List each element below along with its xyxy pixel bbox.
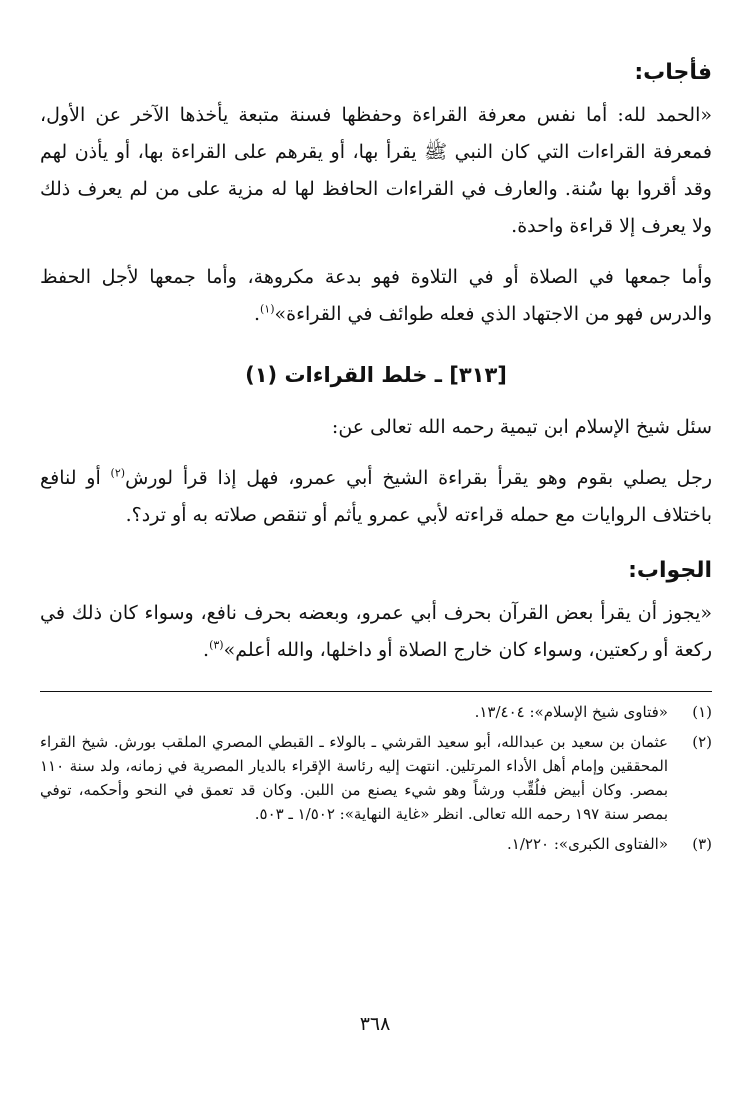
footnote-number: (٣) — [692, 835, 712, 853]
page-body — [40, 60, 712, 862]
page-number: ٣٦٨ — [359, 1013, 391, 1035]
footnote-text: عثمان بن سعيد بن عبدالله، أبو سعيد القرشي ـ بالولاء ـ القبطي المصري الملقب بورش. شيخ القراء المحققين وإمام أهل الأداء المرتلين. انتهت إليه رئاسة الإقراء بالديار المصرية في زمانه، ولد سنة ١١٠ بمصر. وكان أبيض فلُقِّب ورشاً وهو شيء يصنع من اللبن. وكان قد تعمق في النحو وأحكمه، توفي بمصر سنة ١٩٧ رحمه الله تعالى. انظر «غاية النهاية»: ١/٥٠٢ ـ ٥٠٣. — [40, 733, 668, 823]
footnote-item — [40, 730, 712, 826]
paragraph-2 — [40, 259, 712, 333]
footnote-ref-2: (٢) — [110, 466, 126, 480]
paragraph-1: «الحمد لله: أما نفس معرفة القراءة وحفظها فسنة متبعة يأخذها الآخر عن الأول، فمعرفة القراءات التي كان النبي ﷺ يقرأ بها، أو يقرهم على القراءة بها، أو يأذن لهم وقد أقروا بها سُنة. والعارف في القراءات الحافظ لها له مزية على من لم يعرف ذلك ولا يعرف إلا قراءة واحدة. — [40, 104, 712, 237]
question-text-part-1: رجل يصلي بقوم وهو يقرأ بقراءة الشيخ أبي عمرو، فهل إذا قرأ لورش — [125, 467, 712, 489]
footnote-number: (١) — [692, 703, 712, 721]
footnote-ref-1: (١) — [260, 302, 275, 316]
answer-heading: الجواب: — [628, 558, 712, 583]
question-intro: سئل شيخ الإسلام ابن تيمية رحمه الله تعالى عن: — [331, 416, 712, 438]
footnote-ref-3: (٣) — [209, 638, 224, 652]
question-answer-heading: فأجاب: — [634, 60, 712, 85]
footnote-text: «الفتاوى الكبرى»: ١/٢٢٠. — [507, 835, 668, 853]
paragraph-2-end: . — [253, 303, 260, 325]
footnote-text: «فتاوى شيخ الإسلام»: ١٣/٤٠٤. — [474, 703, 668, 721]
paragraph-2-text: وأما جمعها في الصلاة أو في التلاوة فهو بدعة مكروهة، وأما جمعها لأجل الحفظ والدرس فهو من الاجتهاد الذي فعله طوائف في القراءة» — [40, 266, 712, 325]
answer-text-body: «يجوز أن يقرأ بعض القرآن بحرف أبي عمرو، وبعضه بحرف نافع، وسواء كان ذلك في ركعة أو ركعتين، وسواء كان خارج الصلاة أو داخلها، والله أعلم» — [40, 602, 712, 661]
answer-text — [40, 595, 712, 669]
answer-text-end: . — [203, 639, 210, 661]
section-title: [٣١٣] ـ خلط القراءات (١) — [245, 363, 507, 387]
footnote-item — [40, 832, 712, 856]
question-text — [40, 460, 712, 534]
question-text-part-2: أو لنافع باختلاف الروايات مع حمله قراءته لأبي عمرو يأثم أو تنقص صلاته به أو ترد؟. — [40, 467, 712, 526]
footnote-item — [40, 700, 712, 724]
footnote-number: (٢) — [692, 733, 712, 751]
footnotes — [40, 691, 712, 856]
